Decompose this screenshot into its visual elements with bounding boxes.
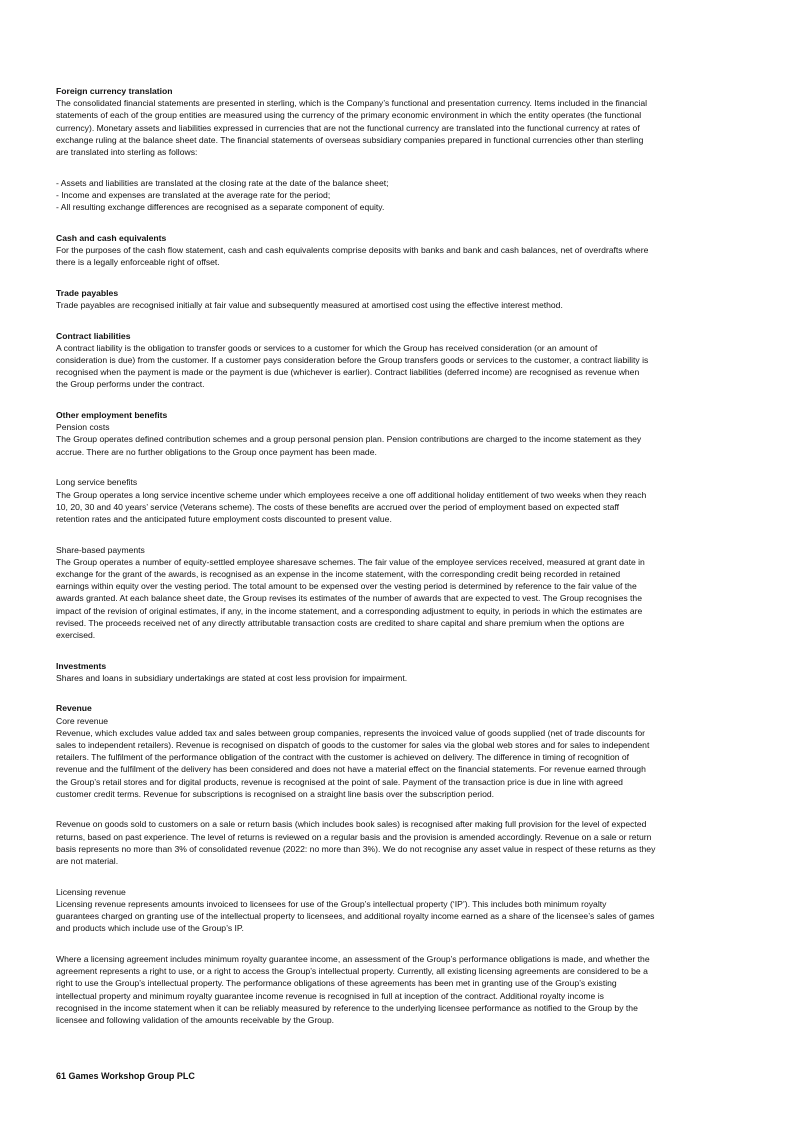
text-line: statements of each of the group entities are measured using the currency of the primary economic environment in which the entity operates (the functional — [56, 110, 642, 121]
text-line: licensee and following validation of the amounts receivable by the Group. — [56, 1014, 335, 1025]
text-line: the Group’s retail stores and for digital products, revenue is recognised at the point of sale. Payment of the transaction price is due in line with agreed — [56, 776, 623, 787]
text-line: recognised in the income statement when it can be reliably measured by reference to the underlying licensee performance as notified to the Group by the — [56, 1002, 638, 1013]
text-line: 10, 20, 30 and 40 years’ service (Veterans scheme). The costs of these benefits are accrued over the period of employment based on expected staff — [56, 501, 620, 512]
text-line: accrue. There are no further obligations to the Group once payment has been made. — [56, 446, 377, 457]
section-heading: Revenue — [56, 703, 92, 714]
section-heading: Contract liabilities — [56, 330, 131, 341]
section-heading: Foreign currency translation — [56, 86, 173, 96]
text-line: exchange for the grant of the awards, is recognised as an expense in the income statement, with the corresponding credit being recorded in retained — [56, 568, 621, 579]
paragraph — [56, 97, 756, 158]
paragraph-spacer — [56, 800, 756, 819]
text-line: Licensing revenue represents amounts invoiced to licensees for use of the Group’s intellectual property (‘IP’). This includes both minimum royalty — [56, 898, 607, 909]
text-line: intellectual property and minimum royalty guarantee income revenue is recognised in full at inception of the contract. Additional royalty income is — [56, 990, 604, 1001]
text-line: earnings within equity over the vesting period. The total amount to be expensed over the vesting period is determined by reference to the fair value of the — [56, 581, 637, 592]
text-line: revised. The proceeds received net of any directly attributable transaction costs are credited to share capital and share premium when the options are — [56, 617, 625, 628]
paragraph — [56, 421, 756, 458]
text-line: revenue and the fulfilment of the delivery has been considered and does not have a material effect on the financial statements. For revenue earned through — [56, 764, 646, 775]
text-line: - Income and expenses are translated at the average rate for the period; — [56, 189, 331, 200]
text-line: Long service benefits — [56, 477, 138, 488]
document-body — [56, 85, 756, 1026]
text-line: exercised. — [56, 629, 96, 640]
text-line: currency). Monetary assets and liabilities expressed in currencies that are not the functional currency are translated into the functional currency at rates of — [56, 122, 640, 133]
paragraph-spacer — [56, 158, 756, 177]
text-line: there is a legally enforceable right of offset. — [56, 257, 220, 268]
text-line: Licensing revenue — [56, 886, 126, 897]
text-line: awards granted. At each balance sheet date, the Group revises its estimates of the number of awards that are expected to vest. The Group recognises the — [56, 593, 642, 604]
text-line: Revenue on goods sold to customers on a sale or return basis (which includes book sales) is recognised after making full provision for the level of expected — [56, 819, 647, 830]
section-heading: Other employment benefits — [56, 410, 168, 421]
text-line: exchange ruling at the balance sheet date. The financial statements of overseas subsidiary companies prepared in functional currencies other than sterling — [56, 134, 644, 145]
text-line: Share-based payments — [56, 544, 145, 555]
text-line: are not material. — [56, 856, 119, 866]
paragraph — [56, 886, 756, 935]
text-line: The Group operates defined contribution schemes and a group personal pension plan. Pension contributions are charged to the income statement as they — [56, 434, 642, 445]
paragraph-spacer — [56, 525, 756, 544]
text-line: - Assets and liabilities are translated at the closing rate at the date of the balance sheet; — [56, 177, 389, 188]
text-line: returns, based on past experience. The level of returns is reviewed on a regular basis and the provision is amended accordingly. Revenue on a sale or return — [56, 831, 652, 842]
text-line: the Group performs under the contract. — [56, 379, 205, 390]
section-heading: Cash and cash equivalents — [56, 232, 167, 243]
text-line: impact of the revision of original estimates, if any, in the income statement, and a corresponding adjustment to equity, in periods in which the estimates are — [56, 605, 643, 616]
paragraph-spacer — [56, 867, 756, 886]
paragraph-spacer — [56, 684, 756, 703]
text-line: retention rates and the anticipated future employment costs discounted to present value. — [56, 513, 392, 524]
paragraph-spacer — [56, 641, 756, 660]
text-line: consideration is due) from the customer. If a customer pays consideration before the Group transfers goods or services to the customer, a contract liability is — [56, 355, 649, 365]
text-line: Trade payables are recognised initially at fair value and subsequently measured at amortised cost using the effective interest method. — [56, 299, 563, 310]
text-line: Core revenue — [56, 715, 109, 726]
text-line: basis represents no more than 3% of consolidated revenue (2022: no more than 3%). We do not recognise any asset value in respect of these returns as they — [56, 843, 656, 854]
paragraph-spacer — [56, 268, 756, 287]
section-heading: Investments — [56, 660, 107, 671]
text-line: Where a licensing agreement includes minimum royalty guarantee income, an assessment of the Group’s performance obligations is made, and whether the — [56, 953, 650, 964]
paragraph-spacer — [56, 213, 756, 232]
paragraph — [56, 818, 756, 867]
text-line: right to use the Group’s intellectual property. The performance obligations of these agreements has been met in granting use of the Group’s existing — [56, 978, 617, 989]
paragraph — [56, 672, 756, 684]
text-line: The Group operates a number of equity-settled employee sharesave schemes. The fair value of the employee services received, measured at grant date in — [56, 556, 645, 567]
text-line: Shares and loans in subsidiary undertakings are stated at cost less provision for impairment. — [56, 672, 408, 683]
paragraph-spacer — [56, 934, 756, 953]
text-line: - All resulting exchange differences are recognised as a separate component of equity. — [56, 202, 385, 212]
paragraph-spacer — [56, 391, 756, 410]
paragraph — [56, 476, 756, 525]
paragraph — [56, 953, 756, 1026]
paragraph — [56, 177, 756, 214]
text-line: The consolidated financial statements are presented in sterling, which is the Company’s functional and presentation currency. Items included in the financial — [56, 98, 648, 109]
text-line: and products which include use of the Group’s IP. — [56, 923, 244, 934]
text-line: A contract liability is the obligation to transfer goods or services to a customer for which the Group has received consideration (or an amount of — [56, 342, 598, 353]
text-line: guarantees charged on granting use of the intellectual property to licensees, and additional royalty income earned as a share of the licensee’s sales of games — [56, 911, 655, 922]
paragraph — [56, 342, 756, 391]
text-line: are translated into sterling as follows: — [56, 146, 198, 157]
text-line: Pension costs — [56, 422, 110, 433]
paragraph — [56, 544, 756, 642]
paragraph — [56, 715, 756, 800]
text-line: retailers. The fulfilment of the performance obligation of the contract with the customer is achieved on delivery. The difference in timing of recognition of — [56, 752, 630, 763]
text-line: customer credit terms. Revenue for subscriptions is recognised on a straight line basis over the subscription period. — [56, 788, 495, 799]
text-line: The Group operates a long service incentive scheme under which employees receive a one off additional holiday entitlement of two weeks when they reach — [56, 489, 647, 500]
text-line: Revenue, which excludes value added tax and sales between group companies, represents the invoiced value of goods supplied (net of trade discounts for — [56, 727, 646, 738]
text-line: sales to independent retailers). Revenue is recognised on dispatch of goods to the customer for sales via the global web stores and for sales to independent — [56, 740, 650, 750]
text-line: recognised when the payment is made or the payment is due (whichever is earlier). Contract liabilities (deferred income) are recognised as revenue when — [56, 367, 640, 378]
paragraph-spacer — [56, 311, 756, 330]
text-line: For the purposes of the cash flow statement, cash and cash equivalents comprise deposits with banks and bank and cash balances, net of overdrafts where — [56, 244, 649, 255]
paragraph — [56, 299, 756, 311]
section-heading: Trade payables — [56, 287, 119, 298]
paragraph — [56, 244, 756, 268]
page-footer: 61 Games Workshop Group PLC — [56, 1071, 195, 1081]
paragraph-spacer — [56, 458, 756, 477]
text-line: agreement represents a right to use, or a right to access the Group’s intellectual property. Currently, all existing licensing agreements are considered to be a — [56, 966, 648, 977]
